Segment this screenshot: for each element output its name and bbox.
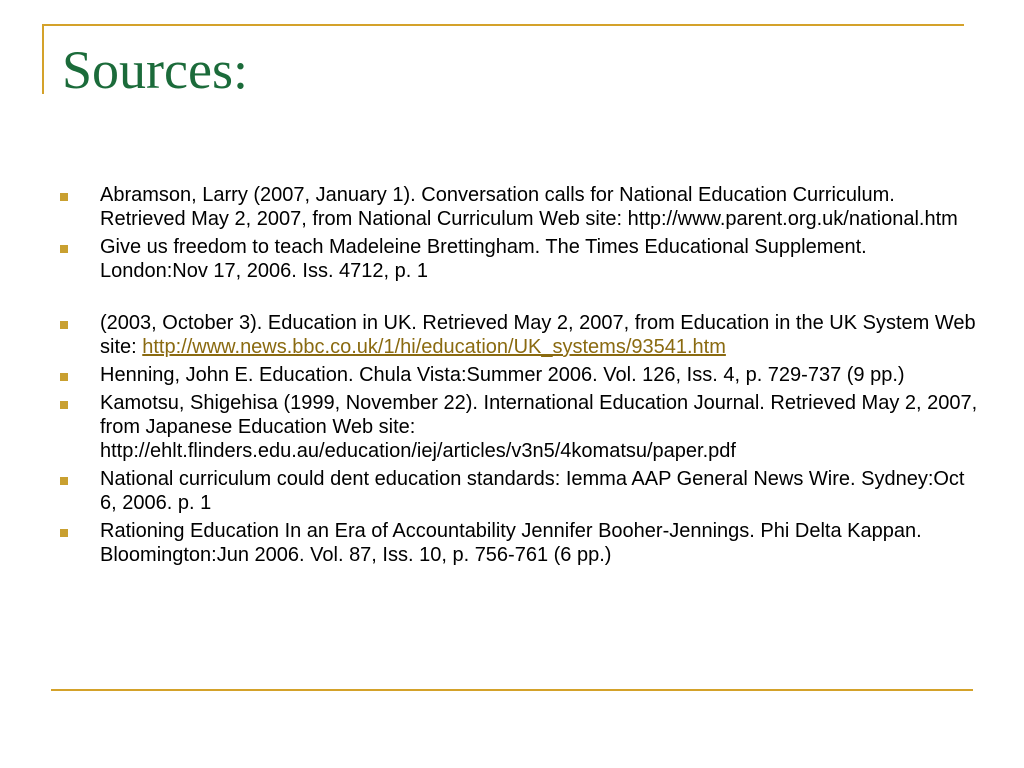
list-item	[60, 391, 980, 463]
source-link[interactable]: http://www.news.bbc.co.uk/1/hi/education/UK_systems/93541.htm	[142, 336, 726, 358]
source-text: (2003, October 3). Education in UK. Retrieved May 2, 2007, from Education in the UK System Web site:	[100, 312, 976, 358]
square-bullet-icon	[60, 193, 68, 201]
list-item	[60, 519, 980, 567]
list-item	[60, 235, 980, 283]
bottom-divider	[51, 689, 973, 691]
source-text: Rationing Education In an Era of Accountability Jennifer Booher-Jennings. Phi Delta Kappan. Bloomington:Jun 2006. Vol. 87, Iss. 10, p. 756-761 (6 pp.)	[100, 520, 922, 566]
square-bullet-icon	[60, 529, 68, 537]
square-bullet-icon	[60, 477, 68, 485]
top-divider	[42, 24, 964, 26]
square-bullet-icon	[60, 401, 68, 409]
source-list	[60, 183, 980, 571]
source-text: Give us freedom to teach Madeleine Brettingham. The Times Educational Supplement. London:Nov 17, 2006. Iss. 4712, p. 1	[100, 236, 867, 282]
source-text: Kamotsu, Shigehisa (1999, November 22). International Education Journal. Retrieved May 2, 2007, from Japanese Education Web site: http://ehlt.flinders.edu.au/education/iej/articles/v3n5/4komatsu/paper.pdf	[100, 392, 978, 462]
left-divider	[42, 24, 44, 94]
source-text: Henning, John E. Education. Chula Vista:Summer 2006. Vol. 126, Iss. 4, p. 729-737 (9 pp.)	[100, 364, 905, 386]
square-bullet-icon	[60, 245, 68, 253]
list-item	[60, 311, 980, 359]
square-bullet-icon	[60, 321, 68, 329]
square-bullet-icon	[60, 373, 68, 381]
source-text: National curriculum could dent education standards: Iemma AAP General News Wire. Sydney:Oct 6, 2006. p. 1	[100, 468, 965, 514]
list-item	[60, 183, 980, 231]
source-text: Abramson, Larry (2007, January 1). Conversation calls for National Education Curriculum. Retrieved May 2, 2007, from National Curriculum Web site: http://www.parent.org.uk/national.htm	[100, 184, 958, 230]
list-item	[60, 363, 980, 387]
page-title: Sources:	[62, 40, 248, 100]
list-item	[60, 467, 980, 515]
